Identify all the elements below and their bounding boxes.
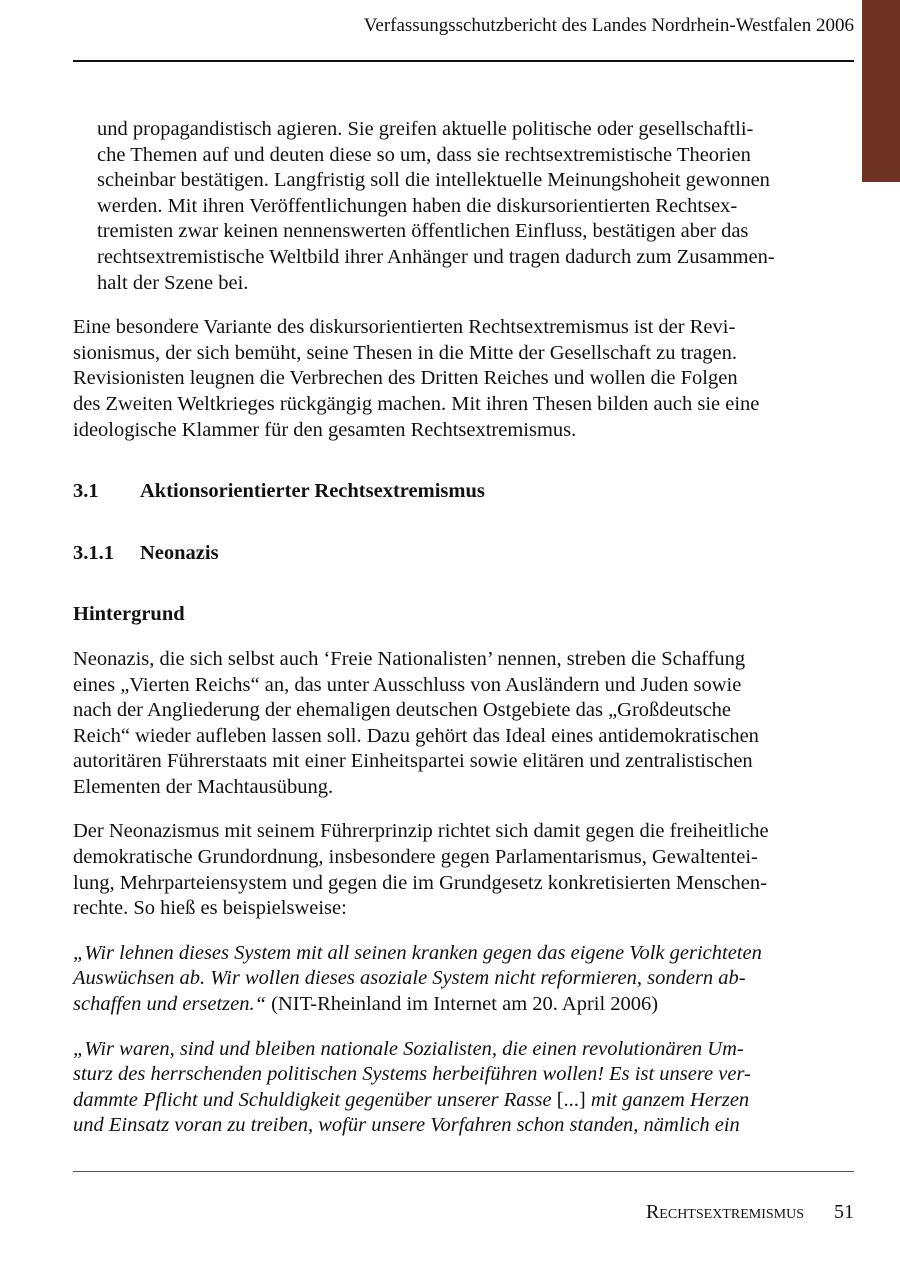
text-line: Elementen der Machtausübung. <box>73 775 334 798</box>
text-line: sionismus, der sich bemüht, seine Thesen in die Mitte der Gesellschaft zu tragen. <box>73 341 737 364</box>
revisionism-paragraph <box>73 315 813 443</box>
text-line: autoritären Führerstaats mit einer Einheitspartei sowie elitären und zentralistischen <box>73 750 753 773</box>
text-line: Revisionisten leugnen die Verbrechen des Dritten Reiches und wollen die Folgen <box>73 367 738 390</box>
quote-line: dammte Pflicht und Schuldigkeit gegenüber unserer Rasse <box>73 1088 552 1111</box>
section-title: Neonazis <box>140 541 219 564</box>
quote-source: (NIT-Rheinland im Internet am 20. April 2006) <box>266 993 659 1016</box>
fuehrerprinzip-paragraph <box>73 819 813 921</box>
chapter-tab-marker <box>862 0 900 182</box>
text-line: eines „Vierten Reichs“ an, das unter Ausschluss von Ausländern und Juden sowie <box>73 673 742 696</box>
text-line: demokratische Grundordnung, insbesondere gegen Parlamentarismus, Gewaltentei- <box>73 846 758 869</box>
quote-ellipsis: [...] <box>551 1088 591 1111</box>
quote-line: sturz des herrschenden politischen Systems herbeiführen wollen! Es ist unsere ver- <box>73 1063 751 1086</box>
quote-line: schaffen und ersetzen.“ <box>73 993 267 1016</box>
text-line: werden. Mit ihren Veröffentlichungen haben die diskursorientierten Rechtsex- <box>97 194 738 217</box>
section-heading-3-1-1 <box>73 541 813 567</box>
quote-line: „Wir lehnen dieses System mit all seinen kranken gegen das eigene Volk gerichteten <box>73 941 762 964</box>
footer-rule <box>73 1171 854 1172</box>
running-header: Verfassungsschutzbericht des Landes Nordrhein-Westfalen 2006 <box>363 15 854 36</box>
quote-line: mit ganzem Herzen <box>590 1088 750 1111</box>
text-line: und propagandistisch agieren. Sie greifen aktuelle politische oder gesellschaftli- <box>97 118 754 140</box>
subheading-hintergrund: Hintergrund <box>73 603 185 626</box>
text-line: rechte. So hieß es beispielsweise: <box>73 897 347 920</box>
quote-line: Auswüchsen ab. Wir wollen dieses asoziale System nicht reformieren, sondern ab- <box>73 967 746 990</box>
text-line: nach der Angliederung der ehemaligen deutschen Ostgebiete das „Großdeutsche <box>73 699 732 722</box>
section-heading-3-1 <box>73 479 813 505</box>
text-line: ideologische Klammer für den gesamten Rechtsextremismus. <box>73 418 577 441</box>
page-body <box>73 117 813 1139</box>
text-line: Neonazis, die sich selbst auch ‘Freie Nationalisten’ nennen, streben die Schaffung <box>73 647 746 670</box>
text-line: Reich“ wieder aufleben lassen soll. Dazu gehört das Ideal eines antidemokratischen <box>73 724 759 747</box>
page-footer <box>646 1199 854 1225</box>
header-rule <box>73 60 854 62</box>
text-line: des Zweiten Weltkrieges rückgängig machen. Mit ihren Thesen bilden auch sie eine <box>73 392 760 415</box>
text-line: tremisten zwar keinen nennenswerten öffentlichen Einfluss, bestätigen aber das <box>97 220 749 243</box>
section-title: Aktionsorientierter Rechtsextremismus <box>140 480 485 503</box>
quote-line: und Einsatz voran zu treiben, wofür unsere Vorfahren schon standen, nämlich ein <box>73 1114 740 1137</box>
text-line: che Themen auf und deuten diese so um, dass sie rechtsextremistische Theorien <box>97 143 751 166</box>
text-line: lung, Mehrparteiensystem und gegen die im Grundgesetz konkretisierten Menschen- <box>73 871 767 894</box>
page-number: 51 <box>834 1201 854 1223</box>
section-number: 3.1 <box>73 480 99 503</box>
footer-section-name: Rechtsextremismus <box>645 1201 804 1223</box>
text-line: scheinbar bestätigen. Langfristig soll die intellektuelle Meinungshoheit gewonnen <box>97 169 770 192</box>
quote-nationale-sozialisten <box>73 1037 813 1139</box>
section-number: 3.1.1 <box>73 541 114 564</box>
intro-continuation-paragraph <box>97 117 813 296</box>
text-line: Der Neonazismus mit seinem Führerprinzip richtet sich damit gegen die freiheitliche <box>73 820 769 843</box>
text-line: rechtsextremistische Weltbild ihrer Anhänger und tragen dadurch zum Zusammen- <box>97 245 775 268</box>
neonazis-paragraph <box>73 647 813 801</box>
quote-line: „Wir waren, sind und bleiben nationale Sozialisten, die einen revolutionären Um- <box>73 1037 744 1060</box>
text-line: halt der Szene bei. <box>97 271 249 294</box>
text-line: Eine besondere Variante des diskursorientierten Rechtsextremismus ist der Revi- <box>73 316 736 339</box>
quote-nit-rheinland <box>73 941 813 1018</box>
